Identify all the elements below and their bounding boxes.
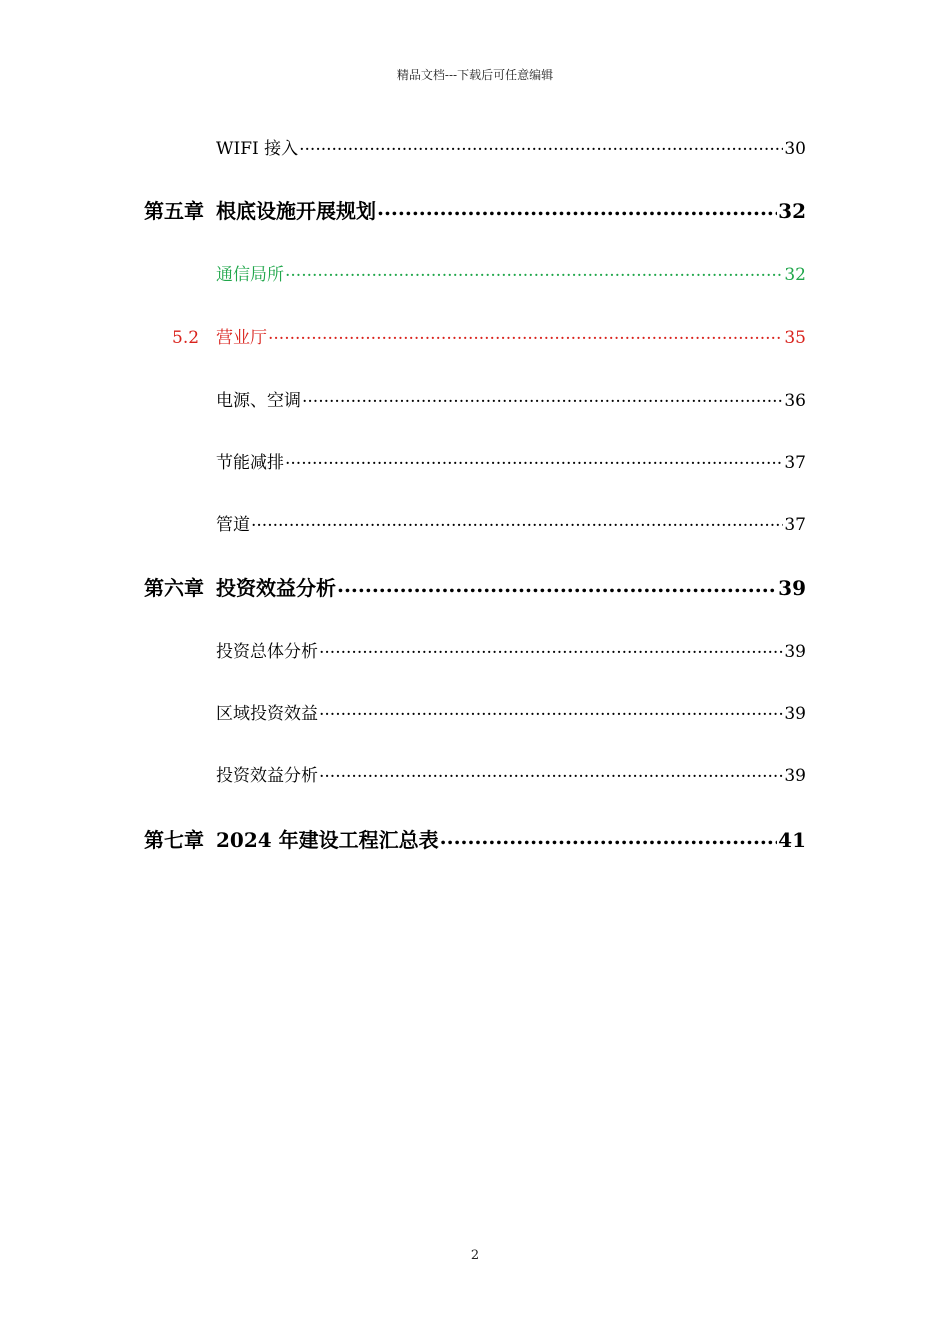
toc-entry-page: 32 bbox=[784, 265, 806, 285]
toc-entry-title: 通信局所 bbox=[216, 265, 284, 285]
page-number: 2 bbox=[470, 1248, 480, 1263]
page-header: 精品文档---下载后可任意编辑 bbox=[396, 68, 554, 82]
toc-entry-page: 39 bbox=[784, 642, 806, 662]
toc-entry-benefit-analysis[interactable] bbox=[216, 764, 806, 788]
toc-entry-title: 投资效益分析 bbox=[216, 766, 318, 786]
toc-entry-title: 投资效益分析 bbox=[216, 576, 336, 600]
toc-leader-dots bbox=[319, 702, 783, 719]
toc-entry-title: 营业厅 bbox=[216, 328, 267, 348]
toc-entry-number: 5.2 bbox=[172, 328, 200, 348]
toc-entry-title: 根底设施开展规划 bbox=[216, 199, 376, 223]
toc-entry-pipeline[interactable] bbox=[216, 513, 806, 537]
toc-entry-business-hall[interactable] bbox=[172, 326, 806, 350]
toc-leader-dots bbox=[337, 575, 777, 595]
toc-entry-title: 2024 年建设工程汇总表 bbox=[216, 828, 439, 852]
toc-entry-telecom-office[interactable] bbox=[216, 263, 806, 287]
toc-entry-investment-overall[interactable] bbox=[216, 640, 806, 664]
toc-leader-dots bbox=[440, 827, 778, 847]
toc-entry-energy-saving[interactable] bbox=[216, 451, 806, 475]
toc-chapter-6[interactable] bbox=[144, 574, 806, 602]
toc-leader-dots bbox=[319, 640, 783, 657]
toc-entry-wifi[interactable] bbox=[216, 137, 806, 161]
toc-leader-dots bbox=[302, 389, 783, 406]
toc-entry-title: 电源、空调 bbox=[216, 391, 301, 411]
toc-entry-regional-benefit[interactable] bbox=[216, 702, 806, 726]
toc-entry-page: 41 bbox=[778, 828, 806, 852]
toc-entry-page: 39 bbox=[784, 704, 806, 724]
toc-chapter-number: 第六章 bbox=[144, 576, 204, 600]
toc-entry-title: WIFI 接入 bbox=[216, 139, 299, 159]
toc-entry-title: 投资总体分析 bbox=[216, 642, 318, 662]
toc-entry-title: 管道 bbox=[216, 515, 250, 535]
toc-entry-page: 36 bbox=[784, 391, 806, 411]
toc-entry-power-aircon[interactable] bbox=[216, 389, 806, 413]
toc-leader-dots bbox=[285, 451, 783, 468]
toc-entry-page: 30 bbox=[784, 139, 806, 159]
toc-entry-page: 32 bbox=[778, 199, 806, 223]
toc-leader-dots bbox=[268, 326, 783, 343]
toc-entry-title: 区域投资效益 bbox=[216, 704, 318, 724]
toc-entry-title: 节能减排 bbox=[216, 453, 284, 473]
toc-chapter-5[interactable] bbox=[144, 197, 806, 225]
toc-entry-page: 37 bbox=[784, 453, 806, 473]
toc-leader-dots bbox=[319, 764, 783, 781]
toc-entry-page: 37 bbox=[784, 515, 806, 535]
toc-leader-dots bbox=[251, 513, 783, 530]
toc-entry-page: 39 bbox=[784, 766, 806, 786]
toc-chapter-number: 第七章 bbox=[144, 828, 204, 852]
toc-chapter-number: 第五章 bbox=[144, 199, 204, 223]
toc-entry-page: 39 bbox=[778, 576, 806, 600]
toc-chapter-7[interactable] bbox=[144, 826, 806, 854]
toc-entry-page: 35 bbox=[784, 328, 806, 348]
toc-leader-dots bbox=[299, 137, 783, 154]
toc-leader-dots bbox=[285, 263, 783, 280]
toc-leader-dots bbox=[377, 198, 777, 218]
